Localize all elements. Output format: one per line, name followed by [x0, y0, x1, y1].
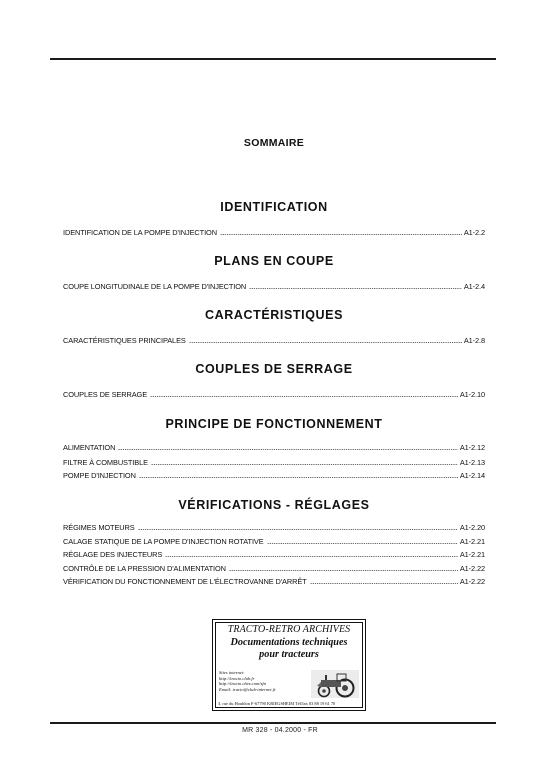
toc-entry[interactable] [63, 456, 485, 467]
toc-entry-page: A1-2.2 [463, 228, 485, 237]
toc-entry-page: A1-2.13 [459, 458, 485, 467]
toc-entry-label: COUPLES DE SERRAGE [63, 390, 148, 399]
toc-entry-label: FILTRE À COMBUSTIBLE [63, 458, 148, 467]
toc-entry-page: A1-2.12 [459, 443, 485, 452]
toc-entry-page: A1-2.21 [459, 550, 485, 559]
toc-leader-dots [310, 583, 458, 584]
toc-entry-page: A1-2.20 [459, 523, 485, 532]
toc-entry[interactable] [63, 441, 485, 452]
toc-entry-page: A1-2.14 [459, 471, 485, 480]
toc-entry-page: A1-2.8 [463, 336, 485, 345]
toc-entry-page: A1-2.22 [459, 564, 485, 573]
stamp-contact-info [219, 670, 276, 692]
toc-entry[interactable] [63, 535, 485, 546]
archive-stamp [212, 619, 366, 711]
toc-entry[interactable] [63, 521, 485, 532]
toc-entry-label: COUPE LONGITUDINALE DE LA POMPE D'INJECTION [63, 282, 247, 291]
toc-entry-page: A1-2.4 [463, 282, 485, 291]
toc-leader-dots [220, 234, 462, 235]
toc-entry-label: CALAGE STATIQUE DE LA POMPE D'INJECTION ROTATIVE [63, 537, 264, 546]
section-heading-plans-en-coupe: PLANS EN COUPE [214, 254, 334, 268]
toc-entry[interactable] [63, 469, 485, 480]
stamp-info-line: Email: tracto@club-internet.fr [219, 686, 276, 692]
toc-entry[interactable] [63, 575, 485, 586]
toc-entry[interactable] [63, 334, 485, 345]
stamp-subtitle-line1: Documentations techniques [230, 637, 348, 648]
page-title: SOMMAIRE [243, 137, 305, 149]
section-heading-caracteristiques: CARACTÉRISTIQUES [204, 308, 344, 322]
toc-entry[interactable] [63, 548, 485, 559]
toc-leader-dots [150, 396, 458, 397]
toc-leader-dots [249, 288, 462, 289]
toc-leader-dots [139, 477, 458, 478]
top-rule [50, 58, 496, 60]
stamp-title: TRACTO-RETRO ARCHIVES [227, 624, 351, 635]
stamp-info-line: Sites internet: [219, 670, 245, 675]
toc-leader-dots [229, 570, 458, 571]
toc-entry-page: A1-2.22 [459, 577, 485, 586]
toc-leader-dots [189, 342, 462, 343]
section-heading-verifications-reglages: VÉRIFICATIONS - RÉGLAGES [178, 498, 370, 512]
section-heading-principe-de-fonctionnement: PRINCIPE DE FONCTIONNEMENT [165, 417, 383, 431]
toc-entry[interactable] [63, 562, 485, 573]
document-reference-code: MR 328 - 04.2000 - FR [242, 727, 318, 734]
toc-entry-page: A1-2.21 [459, 537, 485, 546]
stamp-info-line: http://tracto.chez.com/sfn [219, 681, 266, 687]
toc-entry[interactable] [63, 226, 485, 237]
toc-leader-dots [267, 543, 458, 544]
bottom-rule [50, 722, 496, 724]
toc-leader-dots [118, 449, 457, 450]
toc-entry-label: IDENTIFICATION DE LA POMPE D'INJECTION [63, 228, 217, 237]
toc-entry-label: VÉRIFICATION DU FONCTIONNEMENT DE L'ÉLECTROVANNE D'ARRÊT [63, 577, 307, 586]
toc-entry-page: A1-2.10 [459, 390, 485, 399]
toc-leader-dots [138, 529, 458, 530]
toc-entry-label: CONTRÔLE DE LA PRESSION D'ALIMENTATION [63, 564, 226, 573]
toc-entry-label: CARACTÉRISTIQUES PRINCIPALES [63, 336, 186, 345]
toc-entry[interactable] [63, 388, 485, 399]
toc-entry[interactable] [63, 280, 485, 291]
stamp-info-line: http://tracto.club.fr [219, 675, 255, 681]
toc-entry-label: RÉGLAGE DES INJECTEURS [63, 550, 163, 559]
section-heading-couples-de-serrage: COUPLES DE SERRAGE [195, 362, 353, 376]
stamp-address: 3, rue du Houblon F-67790 KRIEGSHEIM Tél/fax 03 88 19 61 70 [218, 701, 336, 706]
toc-leader-dots [151, 464, 458, 465]
toc-entry-label: ALIMENTATION [63, 443, 116, 452]
toc-entry-label: POMPE D'INJECTION [63, 471, 136, 480]
stamp-subtitle-line2: pour tracteurs [259, 649, 319, 660]
toc-entry-label: RÉGIMES MOTEURS [63, 523, 135, 532]
toc-leader-dots [165, 556, 458, 557]
tractor-icon [311, 670, 359, 698]
section-heading-identification: IDENTIFICATION [220, 200, 328, 214]
